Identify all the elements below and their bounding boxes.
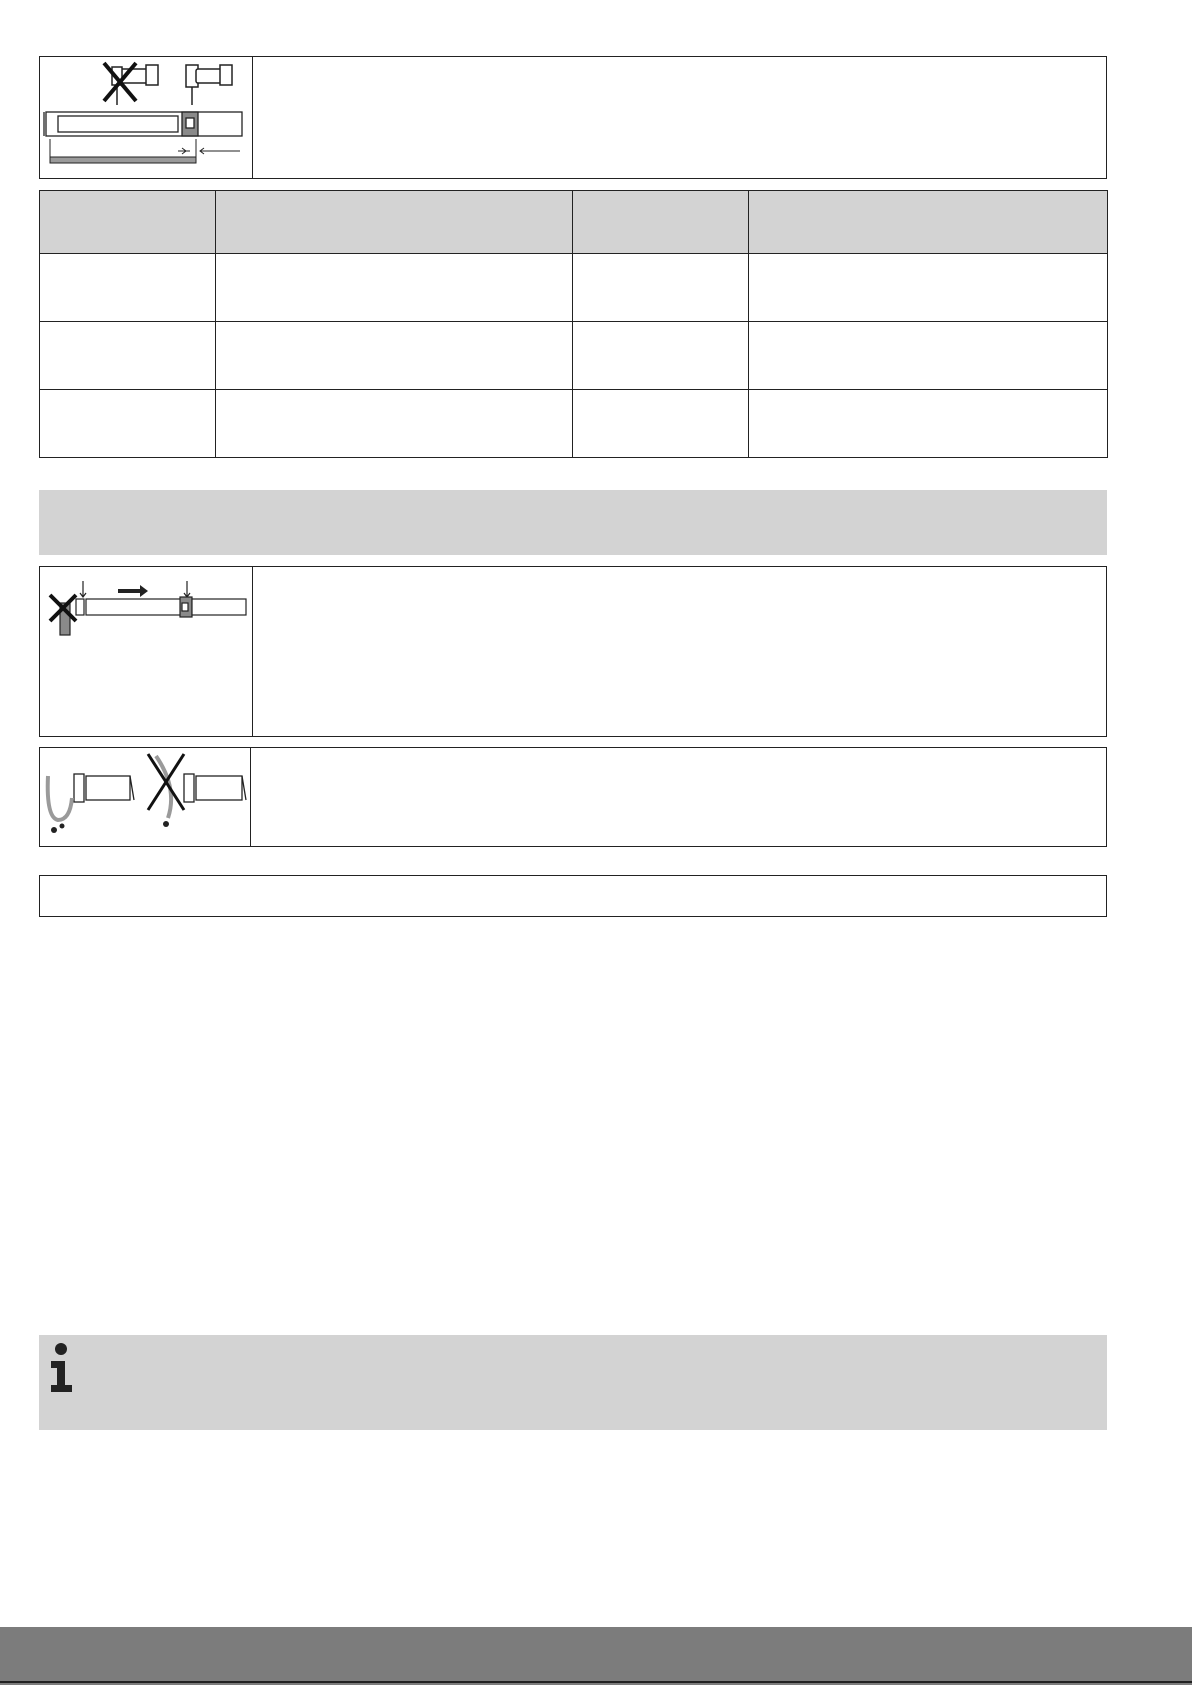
table-cell (573, 322, 749, 390)
table-header-cell (40, 191, 216, 254)
sleeve-insertion-icon (40, 567, 253, 736)
section-band (39, 490, 1107, 555)
table-row (40, 254, 1108, 322)
info-icon (45, 1339, 77, 1395)
drain-pipe-icon (40, 748, 251, 846)
figure-text (251, 748, 1106, 846)
table-cell (40, 390, 216, 458)
table-cell (573, 390, 749, 458)
table-header-cell (216, 191, 573, 254)
info-band (39, 1335, 1107, 1430)
footer-rule (0, 1681, 1192, 1683)
drill-diagram-icon (40, 57, 253, 178)
table-cell (40, 322, 216, 390)
table-cell (40, 254, 216, 322)
table-header-cell (573, 191, 749, 254)
table-cell (216, 254, 573, 322)
spec-table (39, 190, 1108, 458)
table-row (40, 390, 1108, 458)
table-cell (573, 254, 749, 322)
table-cell (216, 322, 573, 390)
figure-text (253, 57, 1106, 178)
table-cell (749, 254, 1108, 322)
note-box (39, 875, 1107, 917)
table-header-row (40, 191, 1108, 254)
table-cell (216, 390, 573, 458)
figure-drain-pipe (39, 747, 1107, 847)
table-row (40, 322, 1108, 390)
figure-insert-sleeve (39, 566, 1107, 737)
table-header-cell (749, 191, 1108, 254)
footer-bar (0, 1627, 1192, 1685)
figure-drill-position (39, 56, 1107, 179)
table-cell (749, 390, 1108, 458)
table-cell (749, 322, 1108, 390)
figure-text (253, 567, 1106, 736)
